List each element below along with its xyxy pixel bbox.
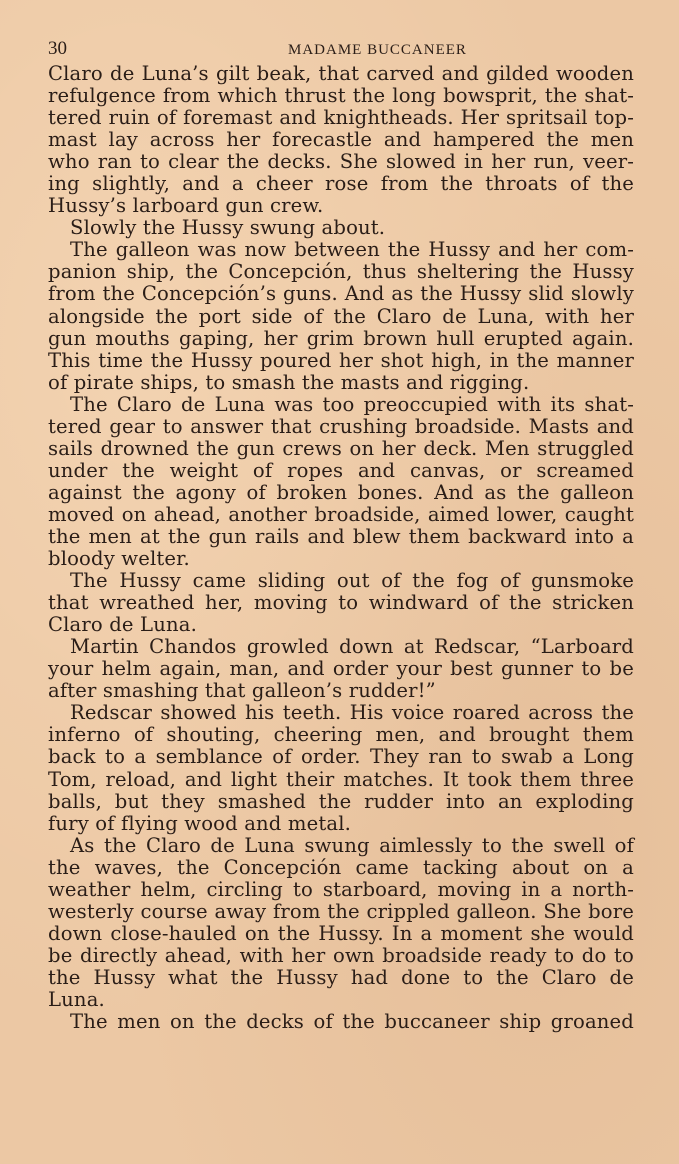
text-line: Slowly the Hussy swung about. xyxy=(70,216,386,240)
text-line: The galleon was now between the Hussy and her com- xyxy=(70,238,634,262)
running-head xyxy=(48,38,634,60)
text-line: Claro de Luna’s gilt beak, that carved and gilded wooden xyxy=(48,62,634,85)
running-title: MADAME BUCCANEER xyxy=(288,42,467,58)
text-line: from the Concepción’s guns. And as the Hussy slid slowly xyxy=(48,282,634,306)
text-line: under the weight of ropes and canvas, or screamed xyxy=(48,458,634,482)
text-line: the Hussy what the Hussy had done to the Claro de xyxy=(48,965,634,989)
text-line: The Hussy came sliding out of the fog of gunsmoke xyxy=(70,569,634,593)
text-line: ing slightly, and a cheer rose from the throats of the xyxy=(48,172,634,196)
text-line: sails drowned the gun crews on her deck. Men struggled xyxy=(48,436,634,460)
book-page xyxy=(48,38,634,1033)
text-line: that wreathed her, moving to windward of the stricken xyxy=(48,591,634,615)
text-line: of pirate ships, to smash the masts and rigging. xyxy=(48,370,530,394)
text-line: the waves, the Concepción came tacking about on a xyxy=(48,855,634,879)
text-line: bloody welter. xyxy=(48,547,190,571)
text-line: after smashing that galleon’s rudder!” xyxy=(48,679,436,703)
body-text xyxy=(48,63,634,1033)
text-line: the men at the gun rails and blew them backward into a xyxy=(48,524,634,548)
text-line: inferno of shouting, cheering men, and brought them xyxy=(48,723,634,747)
text-line: alongside the port side of the Claro de Luna, with her xyxy=(48,304,634,328)
text-line: Redscar showed his teeth. His voice roared across the xyxy=(70,701,634,725)
text-line: Martin Chandos growled down at Redscar, “Larboard xyxy=(70,635,634,659)
text-line: tered gear to answer that crushing broadside. Masts and xyxy=(48,414,634,438)
text-line: who ran to clear the decks. She slowed in her run, veer- xyxy=(48,150,634,174)
text-line: moved on ahead, another broadside, aimed lower, caught xyxy=(48,502,634,526)
text-line: Tom, reload, and light their matches. It took them three xyxy=(48,767,634,791)
text-line: weather helm, circling to starboard, moving in a north- xyxy=(48,877,634,901)
text-line: The Claro de Luna was too preoccupied with its shat- xyxy=(70,392,634,416)
text-line: against the agony of broken bones. And as the galleon xyxy=(48,480,634,504)
text-line: be directly ahead, with her own broadside ready to do to xyxy=(48,943,634,967)
text-line: Claro de Luna. xyxy=(48,613,197,637)
text-line: Luna. xyxy=(48,987,105,1011)
text-line: The men on the decks of the buccaneer ship groaned xyxy=(70,1010,634,1034)
text-line: westerly course away from the crippled galleon. She bore xyxy=(48,899,634,923)
page-number: 30 xyxy=(48,38,67,59)
text-line: your helm again, man, and order your best gunner to be xyxy=(48,657,634,681)
text-line: This time the Hussy poured her shot high, in the manner xyxy=(48,348,634,372)
text-line: refulgence from which thrust the long bowsprit, the shat- xyxy=(48,84,634,108)
text-line: down close-hauled on the Hussy. In a moment she would xyxy=(48,921,634,945)
text-line: As the Claro de Luna swung aimlessly to the swell of xyxy=(70,833,634,857)
text-line: balls, but they smashed the rudder into an exploding xyxy=(48,789,634,813)
text-line: mast lay across her forecastle and hampered the men xyxy=(48,128,634,152)
text-line: panion ship, the Concepción, thus sheltering the Hussy xyxy=(48,260,634,284)
text-line: tered ruin of foremast and knightheads. Her spritsail top- xyxy=(48,106,634,130)
text-line: gun mouths gaping, her grim brown hull erupted again. xyxy=(48,326,634,350)
text-line: Hussy’s larboard gun crew. xyxy=(48,194,324,218)
text-line: fury of flying wood and metal. xyxy=(48,811,351,835)
text-line: back to a semblance of order. They ran to swab a Long xyxy=(48,745,634,769)
